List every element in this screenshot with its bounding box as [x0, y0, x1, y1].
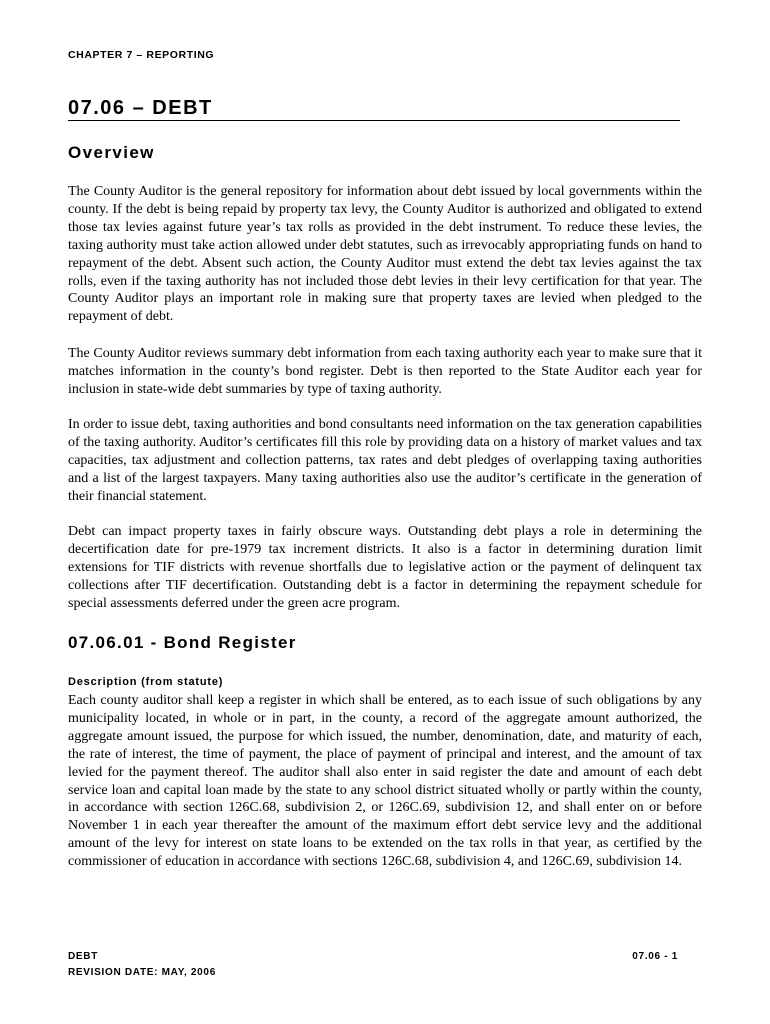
- footer-page-number: 07.06 - 1: [632, 951, 678, 962]
- footer-revision-date: REVISION DATE: MAY, 2006: [68, 967, 216, 978]
- footer-left: [68, 949, 216, 981]
- chapter-header: CHAPTER 7 – REPORTING: [68, 49, 215, 61]
- section-title-rule: [68, 96, 680, 121]
- bond-register-heading: 07.06.01 - Bond Register: [68, 633, 297, 652]
- overview-paragraph-2: The County Auditor reviews summary debt information from each taxing authority each year to make sure that it matches information in the county’s bond register. Debt is then reported to the State Auditor each year for inclusion in state-wide debt summaries by type of taxing authority.: [68, 346, 702, 397]
- overview-paragraph-3: In order to issue debt, taxing authorities and bond consultants need information on the tax generation capabilities of the taxing authority. Auditor’s certificates fill this role by providing data on a history of market values and tax capacities, tax adjustment and collection patterns, tax rates and debt pledges of overlapping taxing authorities and a list of the largest taxpayers. Many taxing authorities also use the auditor’s certificate in the generation of their financial statement.: [68, 417, 702, 504]
- footer-section-name: DEBT: [68, 951, 99, 962]
- statute-description: Each county auditor shall keep a register in which shall be entered, as to each issue of such obligations by any municipality located, in whole or in part, in the county, a record of the aggregate amount authorized, the aggregate amount issued, the purpose for which issued, the number, denomination, date, and maturity of each, the rate of interest, the time of payment, the place of payment of principal and interest, and the amount of tax levied for the payment thereof. The auditor shall also enter in said register the date and amount of each debt service loan and capital loan made by the state to any school district situated wholly or partly within the county, in accordance with section 126C.68, subdivision 2, or 126C.69, subdivision 12, and shall enter on or before November 1 in each year thereafter the amount of the maximum effort debt service levy and the additional amount of the levy for interest on state loans to be extended on the tax rolls in that year, as certified by the commissioner of education in accordance with sections 126C.68, subdivision 4, and 126C.69, subdivision 14.: [68, 693, 702, 870]
- overview-paragraph-4: Debt can impact property taxes in fairly obscure ways. Outstanding debt plays a role in determining the decertification date for pre-1979 tax increment districts. It also is a factor in determining duration limit extensions for TIF districts with revenue shortfalls due to legislative action or the payment of delinquent tax collections after TIF decertification. Outstanding debt is a factor in determining the repayment schedule for special assessments deferred under the green acre program.: [68, 524, 702, 611]
- overview-heading: Overview: [68, 143, 155, 162]
- description-label: Description (from statute): [68, 676, 224, 688]
- section-title: 07.06 – DEBT: [68, 97, 213, 119]
- overview-paragraph-1: The County Auditor is the general repository for information about debt issued by local governments within the county. If the debt is being repaid by property tax levy, the County Auditor is authorized and obligated to extend those tax levies against future year’s tax rolls as provided in the debt instrument. To reduce these levies, the taxing authority must take action allowed under debt statutes, such as irrevocably appropriating funds on hand to repayment of the debt. Absent such action, the County Auditor must extend the debt tax levies against the tax rolls, even if the taxing authority has not included those debt levies in their levy certification for that year. The County Auditor plays an important role in making sure that property taxes are levied when pledged to the repayment of debt.: [68, 184, 702, 325]
